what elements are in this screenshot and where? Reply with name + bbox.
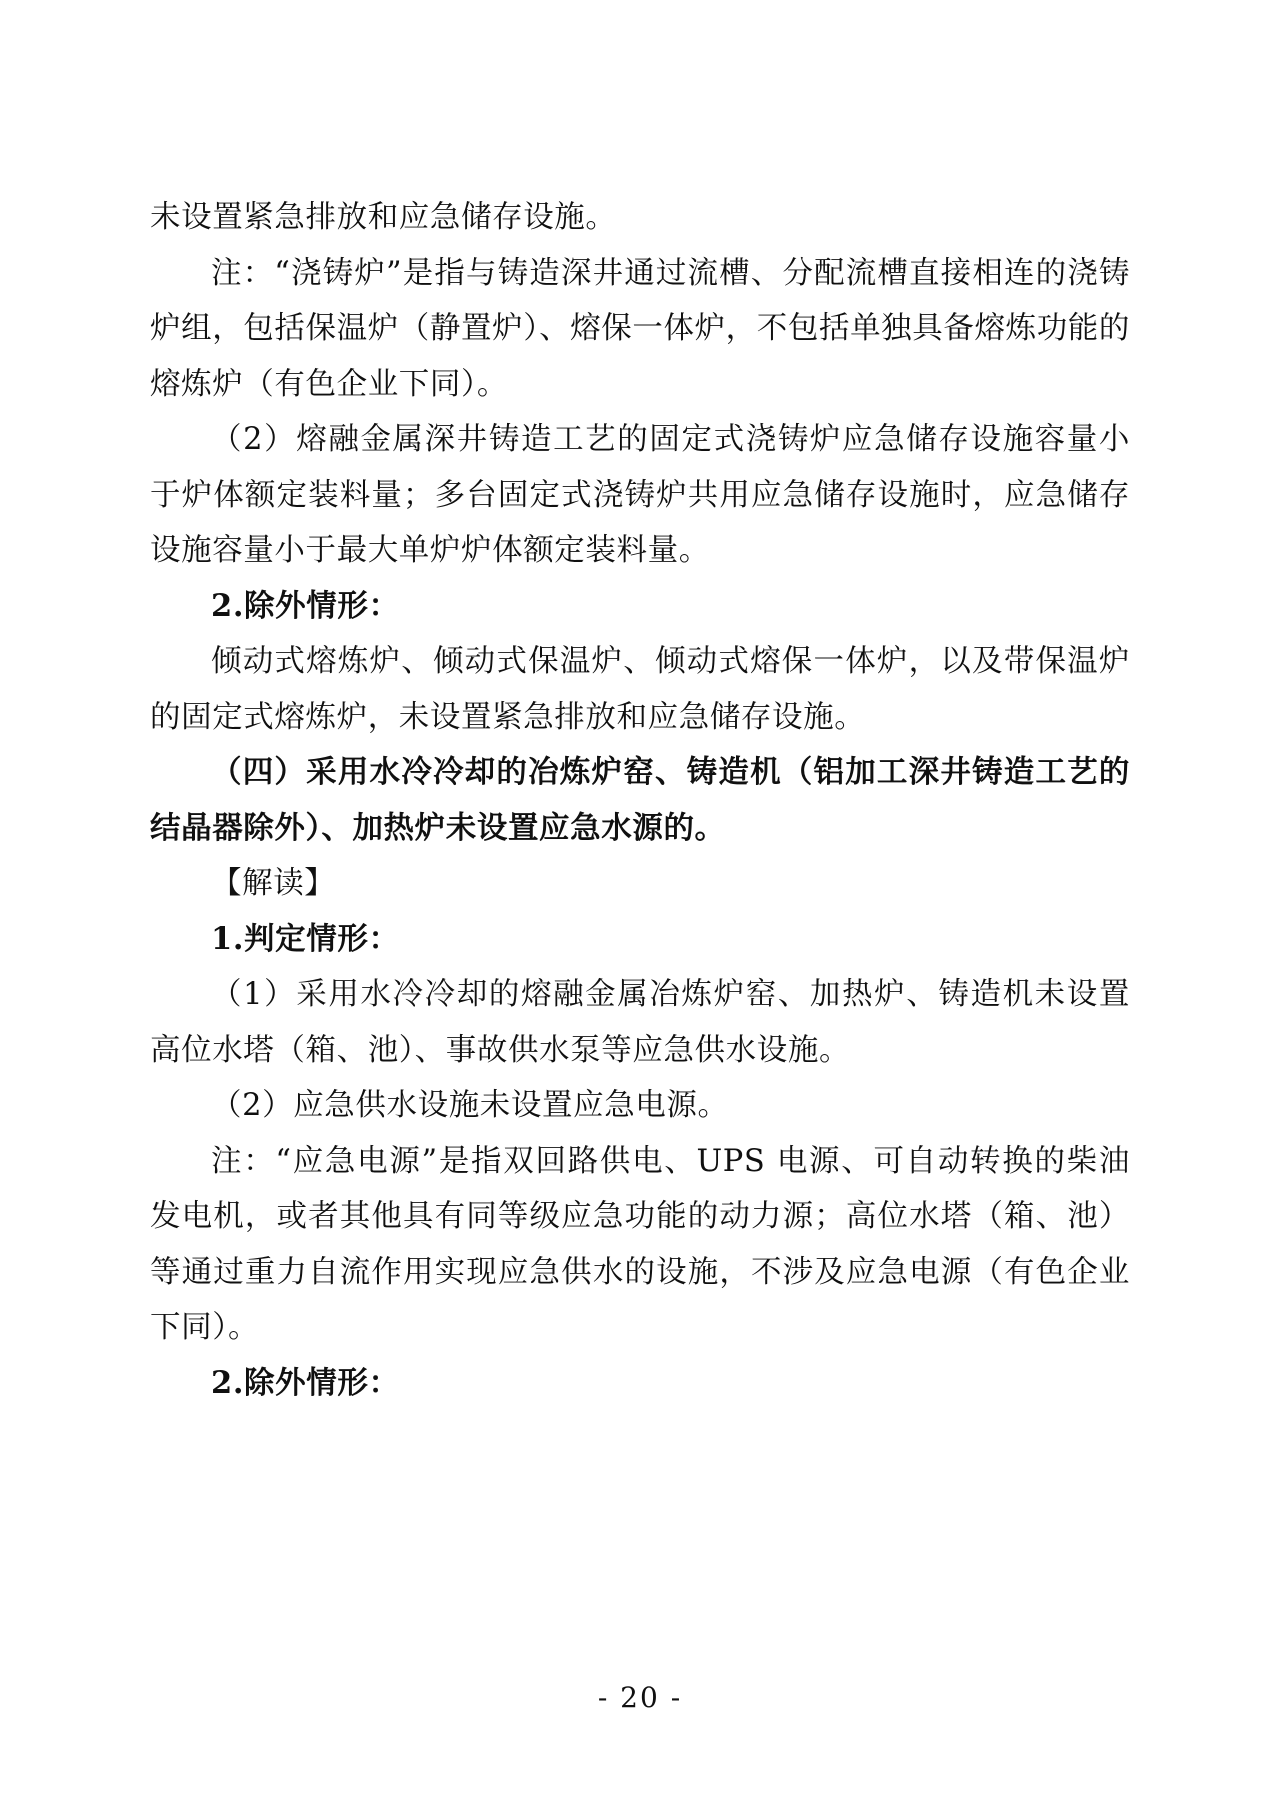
paragraph: 注：“应急电源”是指双回路供电、UPS 电源、可自动转换的柴油发电机，或者其他具有同等级应急功能的动力源；高位水塔（箱、池）等通过重力自流作用实现应急供水的设施，不涉及应急电源（有色企业下同）。	[150, 1143, 1130, 1345]
paragraph: 未设置紧急排放和应急储存设施。	[150, 200, 617, 235]
paragraph: 【解读】	[211, 866, 336, 901]
paragraph-heading: 2.除外情形：	[211, 587, 400, 624]
paragraph: （2）应急供水设施未设置应急电源。	[211, 1088, 729, 1123]
paragraph: 注：“浇铸炉”是指与铸造深井通过流槽、分配流槽直接相连的浇铸炉组，包括保温炉（静置炉）、熔保一体炉，不包括单独具备熔炼功能的熔炼炉（有色企业下同）。	[150, 255, 1130, 402]
page-number: - 20 -	[597, 1681, 683, 1714]
paragraph: （1）采用水冷冷却的熔融金属冶炼炉窑、加热炉、铸造机未设置高位水塔（箱、池）、事故供水泵等应急供水设施。	[150, 977, 1130, 1068]
paragraph-heading: 2.除外情形：	[211, 1364, 400, 1401]
paragraph: 倾动式熔炼炉、倾动式保温炉、倾动式熔保一体炉，以及带保温炉的固定式熔炼炉，未设置紧急排放和应急储存设施。	[150, 644, 1130, 735]
paragraph: （2）熔融金属深井铸造工艺的固定式浇铸炉应急储存设施容量小于炉体额定装料量；多台固定式浇铸炉共用应急储存设施时，应急储存设施容量小于最大单炉炉体额定装料量。	[150, 422, 1130, 568]
document-body	[150, 190, 1130, 1411]
paragraph-heading: 1.判定情形：	[211, 920, 400, 957]
paragraph-heading: （四）采用水冷冷却的冶炼炉窑、铸造机（铝加工深井铸造工艺的结晶器除外）、加热炉未设置应急水源的。	[150, 754, 1130, 846]
